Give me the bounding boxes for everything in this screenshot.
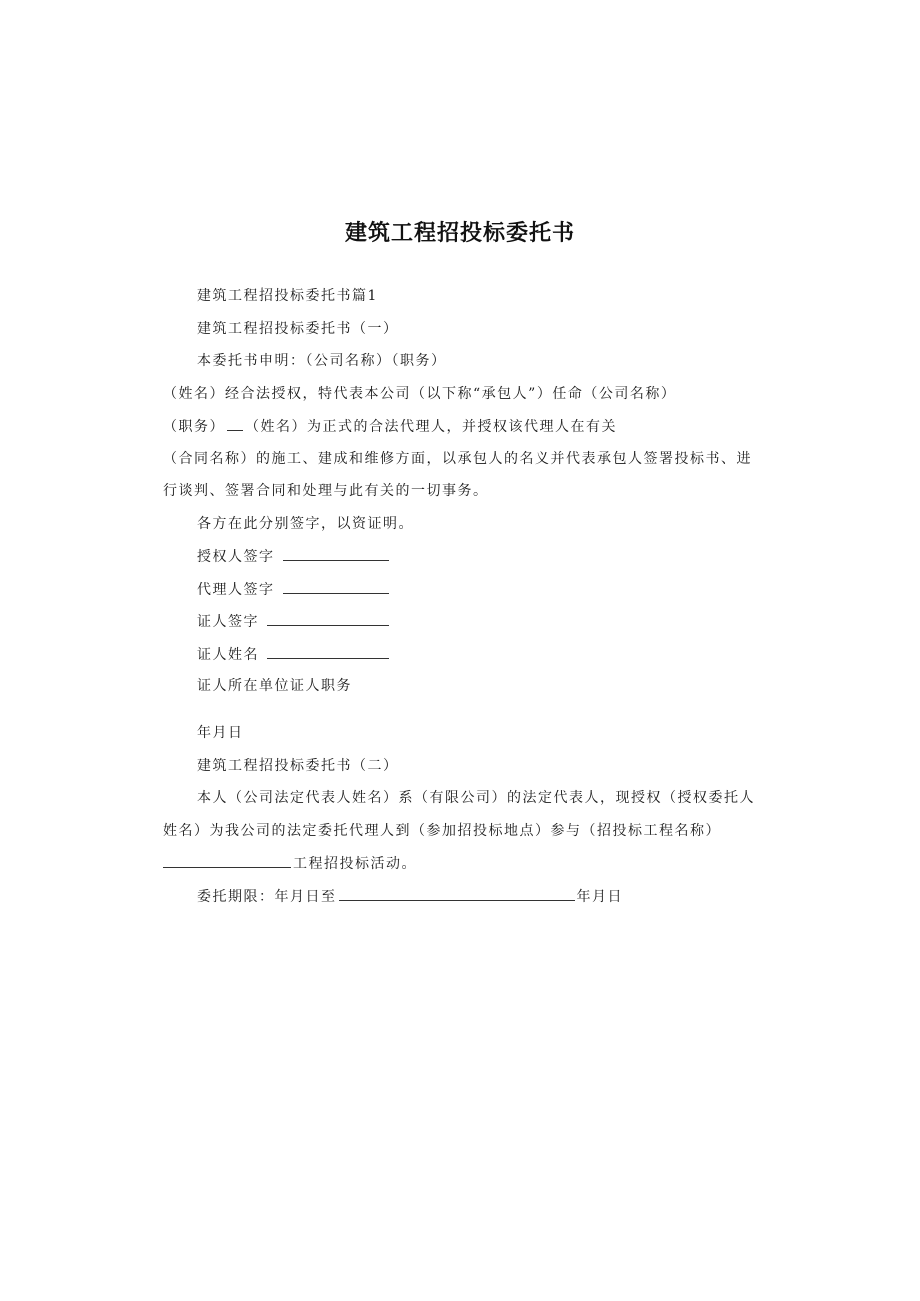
signature-blank: [283, 579, 389, 594]
paragraph-text: （职务）: [163, 419, 225, 435]
date-line: 年月日: [197, 725, 244, 741]
signature-label: 代理人签字: [197, 582, 275, 598]
section-heading: 建筑工程招投标委托书篇1: [197, 288, 378, 304]
page-title: 建筑工程招投标委托书: [344, 221, 575, 246]
paragraph-text: 工程招投标活动。: [293, 856, 417, 872]
signature-blank: [267, 644, 389, 659]
signature-line: [197, 546, 391, 567]
fill-in-blank: [227, 416, 243, 431]
fill-in-blank: [163, 853, 291, 868]
subsection-heading: 建筑工程招投标委托书（二）: [197, 758, 399, 774]
signature-blank: [283, 546, 389, 561]
paragraph-text: （姓名）为正式的合法代理人，并授权该代理人在有关: [245, 419, 617, 435]
signature-blank: [267, 611, 389, 626]
paragraph-line: 姓名）为我公司的法定委托代理人到（参加招投标地点）参与（招投标工程名称）: [163, 823, 721, 839]
signature-line: [197, 644, 391, 665]
signature-label: 证人签字: [197, 614, 259, 630]
fill-in-blank: [339, 886, 575, 901]
paragraph-line: （合同名称）的施工、建成和维修方面，以承包人的名义并代表承包人签署投标书、进: [163, 451, 752, 467]
paragraph-line: 本委托书申明：（公司名称）（职务）: [197, 353, 447, 369]
signature-label: 证人姓名: [197, 647, 259, 663]
paragraph-line: [163, 853, 417, 874]
signature-line: [197, 611, 391, 632]
paragraph-line: [163, 416, 617, 437]
paragraph-text: 委托期限：年月日至: [197, 889, 337, 905]
paragraph-line: 行谈判、签署合同和处理与此有关的一切事务。: [163, 483, 489, 499]
paragraph-line: （姓名）经合法授权，特代表本公司（以下称“承包人”）任命（公司名称）: [163, 386, 677, 402]
paragraph-line: 各方在此分别签字，以资证明。: [197, 516, 414, 532]
signature-line: [197, 579, 391, 600]
paragraph-text: 年月日: [576, 889, 623, 905]
subsection-heading: 建筑工程招投标委托书（一）: [197, 321, 399, 337]
paragraph-line: 证人所在单位证人职务: [197, 678, 352, 694]
signature-label: 授权人签字: [197, 549, 275, 565]
paragraph-line: 本人（公司法定代表人姓名）系（有限公司）的法定代表人，现授权（授权委托人: [197, 790, 755, 806]
paragraph-line: [197, 886, 623, 907]
